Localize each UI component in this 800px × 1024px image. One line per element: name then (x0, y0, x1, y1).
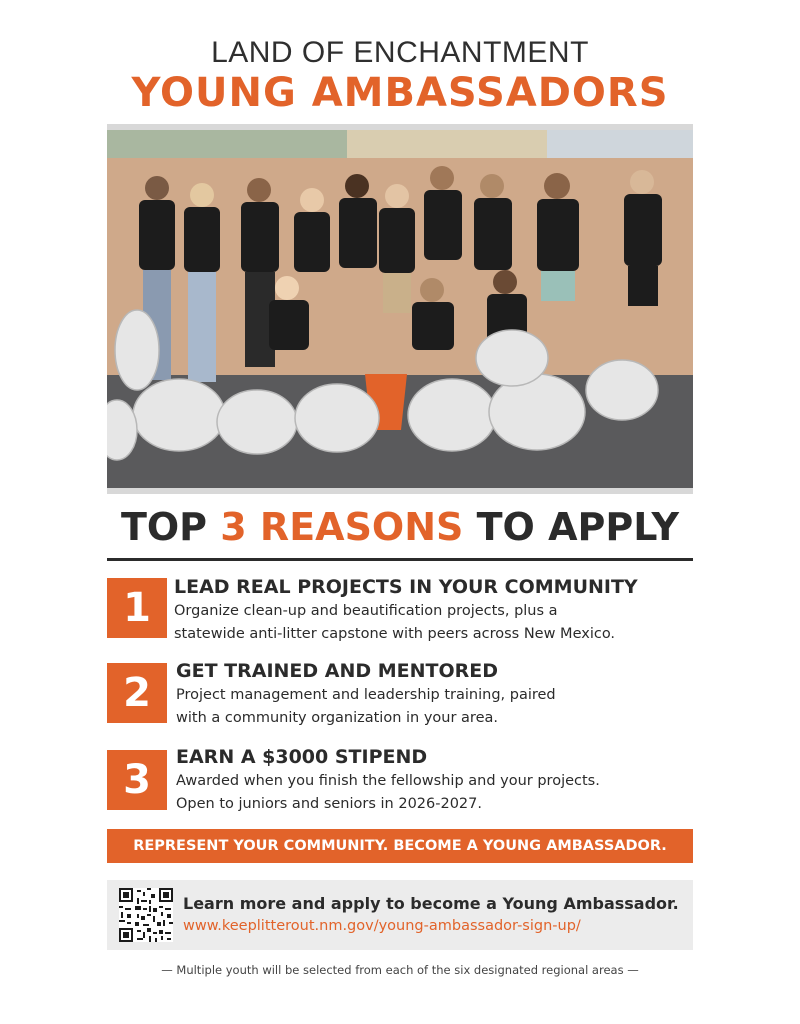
reason-text-2a: Project management and leadership training, paired (176, 687, 556, 703)
photo-house (347, 130, 547, 160)
reason-number-2: 2 (107, 663, 167, 723)
photo-sky (547, 130, 693, 160)
group-photo (107, 124, 693, 494)
learn-more-panel (107, 880, 693, 950)
heading-divider (107, 558, 693, 561)
qr-code-icon[interactable] (119, 888, 173, 942)
reasons-heading-pre: TOP (120, 505, 208, 549)
reason-title-1: LEAD REAL PROJECTS IN YOUR COMMUNITY (174, 576, 638, 598)
reason-number-1: 1 (107, 578, 167, 638)
reason-title-2: GET TRAINED AND MENTORED (176, 660, 499, 682)
reason-text-1a: Organize clean-up and beautification projects, plus a (174, 603, 558, 619)
reasons-heading (107, 505, 693, 555)
qr-code-graphic (119, 888, 173, 942)
reason-text-3a: Awarded when you finish the fellowship and your projects. (176, 773, 600, 789)
learn-more-title: Learn more and apply to become a Young Ambassador. (183, 894, 679, 913)
reasons-heading-post: TO APPLY (476, 505, 680, 549)
apply-link[interactable]: www.keeplitterout.nm.gov/young-ambassador-sign-up/ (183, 918, 581, 934)
reason-number-3: 3 (107, 750, 167, 810)
reason-text-1b: statewide anti-litter capstone with peers across New Mexico. (174, 626, 616, 642)
reason-title-3: EARN A $3000 STIPEND (176, 746, 428, 768)
reason-text-2b: with a community organization in your area. (176, 710, 498, 726)
header-title: YOUNG AMBASSADORS (131, 70, 669, 116)
person (184, 183, 220, 382)
group-photo-illustration (107, 130, 693, 488)
header-subtitle: LAND OF ENCHANTMENT (211, 36, 589, 69)
footnote: — Multiple youth will be selected from each of the six designated regional areas — (161, 963, 639, 977)
reasons-heading-accent: 3 REASONS (220, 505, 464, 549)
cta-banner: REPRESENT YOUR COMMUNITY. BECOME A YOUNG AMBASSADOR. (107, 829, 693, 863)
reason-text-3b: Open to juniors and seniors in 2026-2027. (176, 796, 482, 812)
